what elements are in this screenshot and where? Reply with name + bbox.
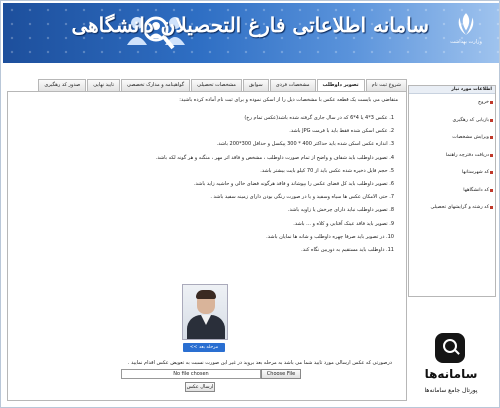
rule-item: 3. اندازه عکس اسکن شده باید حداکثر 400 * 300 پیکسل و حداقل 300*200 باشد. <box>216 141 394 148</box>
tab-applicant-photo[interactable]: تصویر داوطلب <box>317 79 365 92</box>
file-status: No file chosen <box>121 369 261 379</box>
bullet-icon <box>490 101 493 104</box>
sidebar-item-label: کد دانشگاهها <box>463 187 489 193</box>
file-input[interactable] <box>121 369 301 379</box>
sidebar-item-label: ویرایش مشخصات <box>452 135 489 140</box>
tab-records[interactable]: سوابق <box>243 79 269 91</box>
emblem-icon <box>453 11 479 37</box>
sidebar-item-label: خروج <box>477 100 489 105</box>
photo-hair <box>196 290 216 299</box>
intro-text: متقاضی می بایست یک قطعه عکس با مشخصات ذیل را از اسکن نموده و برای ثبت نام آماده کرده باشید: <box>179 97 398 103</box>
tab-start-registration[interactable]: شروع ثبت نام <box>366 79 407 91</box>
tab-education-info[interactable]: مشخصات تحصیلی <box>191 79 242 91</box>
wizard-tabs <box>7 79 407 91</box>
confirm-note: درصورتی که عکس ارسالی مورد تایید شما می باشد به مرحله بعد بروید در غیر این صورت نسبت به تعویض عکس اقدام نمایید . <box>127 360 392 366</box>
ministry-label: وزارت بهداشت <box>450 39 482 45</box>
sidebar-item-edit-info[interactable] <box>409 129 495 147</box>
bullet-icon <box>490 171 493 174</box>
rule-item: 5. حجم فایل ذخیره شده عکس باید از 70 کیلو بایت بیشتر باشد. <box>260 167 394 174</box>
sidebar-item-label: بازیابی کد رهگیری <box>452 117 489 123</box>
sidebar-item-label: کد شهرستانها <box>461 170 489 175</box>
choose-file-button[interactable]: Choose File <box>261 369 301 379</box>
rule-item: 8. تصویر داوطلب نباید دارای چرخش یا زاویه باشد. <box>287 207 394 214</box>
sidebar-item-university-codes[interactable] <box>409 182 495 200</box>
sidebar-item-logout[interactable] <box>409 94 495 112</box>
magnifier-handle <box>454 349 460 355</box>
rule-item: 2. عکس اسکن شده فقط باید با فرمت JPG باشد. <box>289 128 394 135</box>
logo-brand: سامانه‌ها <box>424 367 478 381</box>
photo-rules-list <box>24 112 394 257</box>
sidebar-menu <box>408 85 496 297</box>
tab-certificates[interactable]: گواهینامه و مدارک تخصصی <box>121 79 190 91</box>
site-header <box>3 3 499 63</box>
applicant-photo-preview <box>182 284 228 340</box>
bullet-icon <box>490 154 493 157</box>
next-step-button[interactable]: مرحله بعد >> <box>183 343 225 352</box>
rule-item: 7. حتی الامکان عکس ها سیاه وسفید و یا در صورت رنگی بودن دارای زمینه سفید باشد . <box>210 194 394 201</box>
sidebar-item-guide[interactable] <box>409 147 495 165</box>
sidebar-item-label: دریافت دفترچه راهنما <box>445 152 489 158</box>
tab-personal-info[interactable]: مشخصات فردی <box>270 79 316 91</box>
send-photo-button[interactable]: ارسال عکس <box>186 384 214 390</box>
samaneha-logo <box>405 331 497 405</box>
ministry-emblem <box>441 9 491 59</box>
sidebar-item-field-codes[interactable] <box>409 199 495 217</box>
rule-item: 10. در تصویر باید صرفا چهره داوطلب و شانه ها نمایان باشد. <box>266 233 394 240</box>
sidebar-item-recover-code[interactable] <box>409 112 495 130</box>
sidebar-item-label: کد رشته و گرایشهای تحصیلی <box>430 205 489 210</box>
bullet-icon <box>490 206 493 209</box>
rule-item: 11. داوطلب باید مستقیم به دوربین نگاه کند. <box>301 246 394 253</box>
tab-final-confirmation[interactable]: تایید نهایی <box>87 79 120 91</box>
sidebar-item-city-codes[interactable] <box>409 164 495 182</box>
bullet-icon <box>490 189 493 192</box>
photo-upload-panel <box>7 91 407 401</box>
bullet-icon <box>490 136 493 139</box>
bullet-icon <box>490 119 493 122</box>
sidebar-heading: اطلاعات مورد نیاز <box>409 86 495 94</box>
logo-tagline: پورتال جامع سامانه‌ها <box>424 387 478 394</box>
tab-tracking-code[interactable]: صدور کد رهگیری <box>38 79 86 91</box>
rule-item: 1. عکس 3*4 یا 4*6 که در سال جاری گرفته شده باشد(عکس تمام رخ) <box>244 115 394 121</box>
rule-item: 6. تصویر داوطلب باید کل فضای عکس را بپوشاند و فاقد هرگونه فضای خالی و حاشیه زاید باشد. <box>193 180 394 187</box>
site-title: سامانه اطلاعاتی فارغ التحصیلان دانشگاهی <box>71 13 429 37</box>
rule-item: 9. تصویر باید فاقد عینک آفتابی و کلاه و ... باشد. <box>293 220 394 227</box>
rule-item: 4. تصویر داوطلب باید شفاف و واضح از تمام صورت داوطلب ، مشخص و فاقد اثر مهر ، منگنه و هر گونه لکه باشد. <box>155 154 394 161</box>
search-icon <box>435 333 465 363</box>
